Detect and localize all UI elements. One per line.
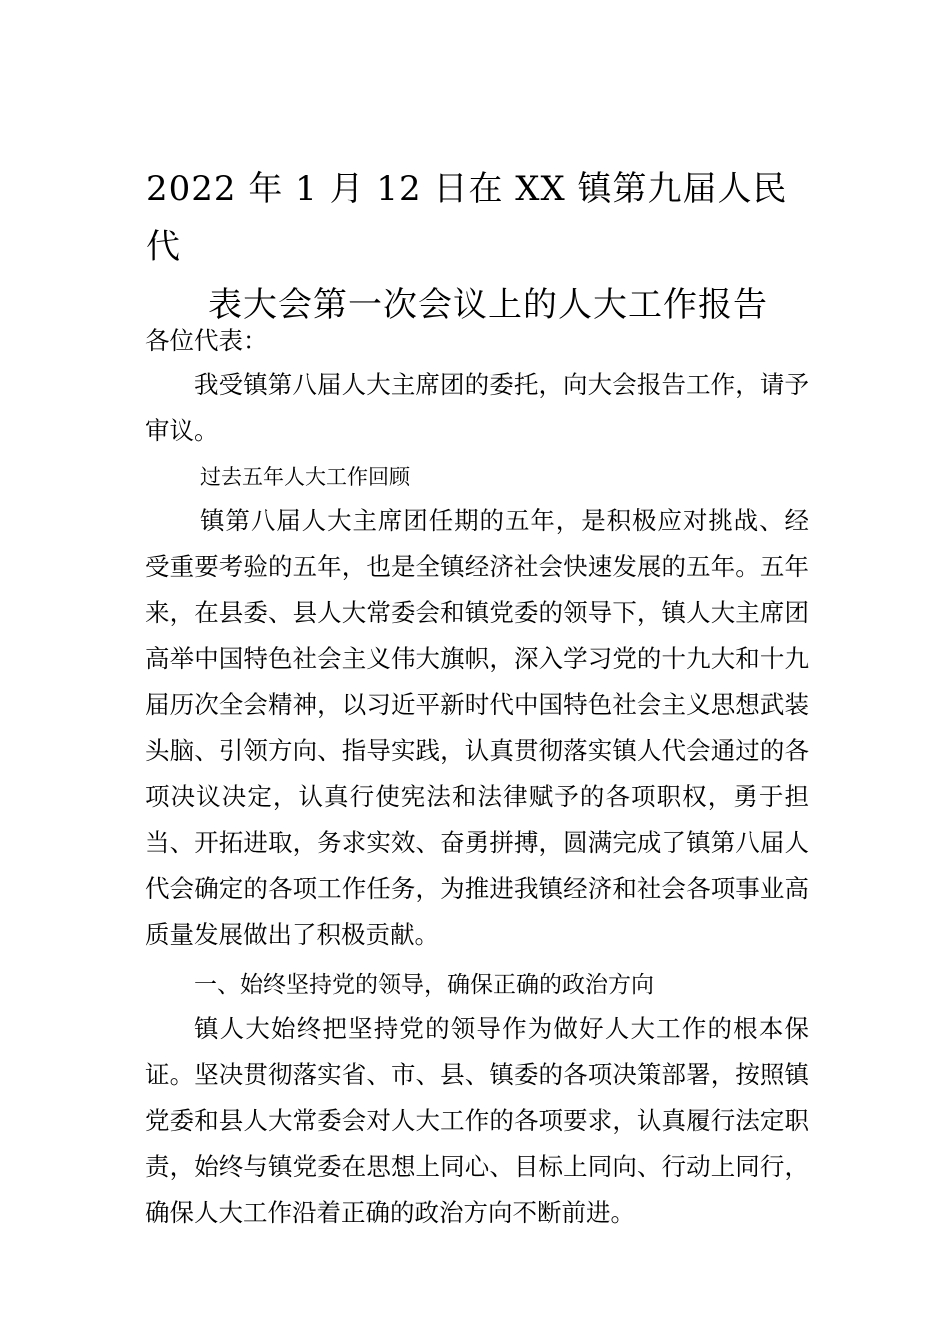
paragraph-party-leadership: 镇人大始终把坚持党的领导作为做好人大工作的根本保证。坚决贯彻落实省、市、县、镇委的各项决策部署，按照镇党委和县人大常委会对人大工作的各项要求，认真履行法定职责，始终与镇党委在思想上同心、目标上同向、行动上同行，确保人大工作沿着正确的政治方向不断前进。 [145,1014,809,1227]
title-line-1: 2022 年 1 月 12 日在 XX 镇第九届人民代 [146,169,788,267]
document-title [140,160,820,334]
review-heading: 过去五年人大工作回顾 [200,465,410,489]
paragraph-five-year-review: 镇第八届人大主席团任期的五年，是积极应对挑战、经受重要考验的五年，也是全镇经济社会快速发展的五年。五年来，在县委、县人大常委会和镇党委的领导下，镇人大主席团高举中国特色社会主义伟大旗帜，深入学习党的十九大和十九届历次全会精神，以习近平新时代中国特色社会主义思想武装头脑、引领方向、指导实践，认真贯彻落实镇人代会通过的各项决议决定，认真行使宪法和法律赋予的各项职权，勇于担当、开拓进取，务求实效、奋勇拼搏，圆满完成了镇第八届人代会确定的各项工作任务，为推进我镇经济和社会各项事业高质量发展做出了积极贡献。 [145,506,809,949]
section-heading-party-leadership: 一、始终坚持党的领导，确保正确的政治方向 [194,972,654,998]
title-line-2: 表大会第一次会议上的人大工作报告 [208,285,768,325]
paragraph-entrusted-report: 我受镇第八届人大主席团的委托，向大会报告工作，请予审议。 [145,370,809,445]
salutation: 各位代表： [145,326,268,355]
